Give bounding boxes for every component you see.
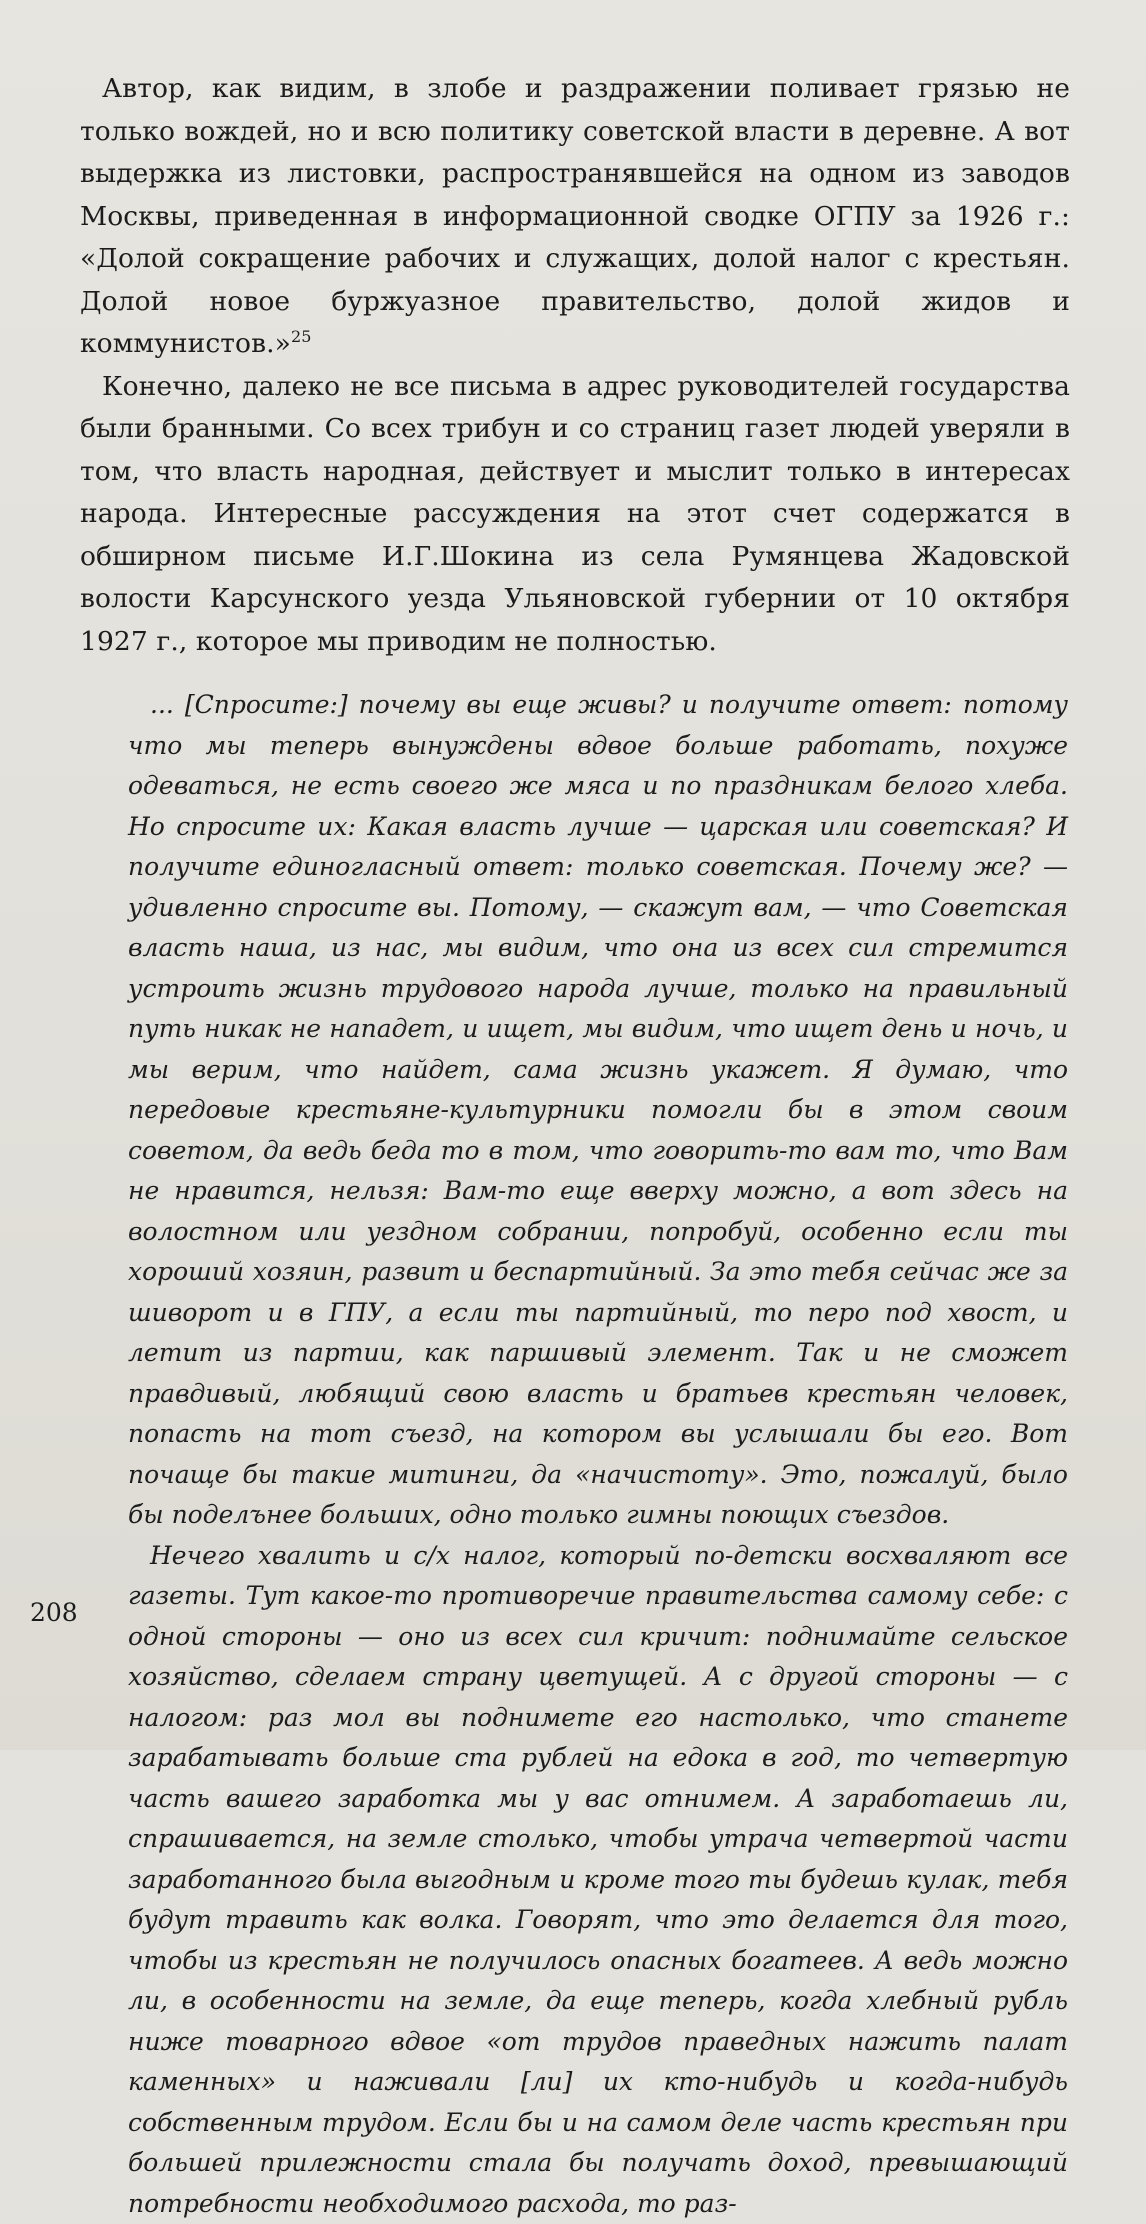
quoted-letter [128, 685, 1068, 2224]
paragraph: Конечно, далеко не все письма в адрес руководителей государства были бранными. Со всех трибун и со страниц газет людей уверяли в том, что власть народная, действует и мыслит только в интересах народа. Интересные рассуждения на этот счет содержатся в обширном письме И.Г.Шокина из села Румянцева Жадовской волости Карсунского уезда Ульяновской губернии от 10 октября 1927 г., которое мы приводим не полностью. [80, 366, 1070, 664]
paragraph [80, 68, 1070, 366]
main-text [80, 68, 1070, 2224]
quote-paragraph: Нечего хвалить и с/х налог, который по-детски восхваляют все газеты. Тут какое-то противоречие правительства самому себе: с одной стороны — оно из всех сил кричит: поднимайте сельское хозяйство, сделаем страну цветущей. А с другой стороны — с налогом: раз мол вы поднимете его настолько, что станете зарабатывать больше ста рублей на едока в год, то четвертую часть вашего заработка мы у вас отнимем. А заработаешь ли, спрашивается, на земле столько, чтобы утрача четвертой части заработанного была выгодным и кроме того ты будешь кулак, тебя будут травить как волка. Говорят, что это делается для того, чтобы из крестьян не получилось опасных богатеев. А ведь можно ли, в особенности на земле, да еще теперь, когда хлебный рубль ниже товарного вдвое «от трудов праведных нажить палат каменных» и наживали [ли] их кто-нибудь и когда-нибудь собственным трудом. Если бы и на самом деле часть крестьян при большей прилежности стала бы получать доход, превышающий потребности необходимого расхода, то раз- [128, 1536, 1068, 2224]
paragraph-text: Автор, как видим, в злобе и раздражении поливает грязью не только вождей, но и всю политику советской власти в деревне. А вот выдержка из листовки, распространявшейся на одном из заводов Москвы, приведенная в информационной сводке ОГПУ за 1926 г.: «Долой сокращение рабочих и служащих, долой налог с крестьян. Долой новое буржуазное правительство, долой жидов и коммунистов.» [80, 73, 1070, 359]
page-number: 208 [30, 1598, 78, 1627]
footnote-reference: 25 [291, 327, 312, 346]
quote-paragraph: ... [Спросите:] почему вы еще живы? и получите ответ: потому что мы теперь вынуждены вдвое больше работать, похуже одеваться, не есть своего же мяса и по праздникам белого хлеба. Но спросите их: Какая власть лучше — царская или советская? И получите единогласный ответ: только советская. Почему же? — удивленно спросите вы. Потому, — скажут вам, — что Советская власть наша, из нас, мы видим, что она из всех сил стремится устроить жизнь трудового народа лучше, только на правильный путь никак не нападет, и ищет, мы видим, что ищет день и ночь, и мы верим, что найдет, сама жизнь укажет. Я думаю, что передовые крестьяне-культурники помогли бы в этом своим советом, да ведь беда то в том, что говорить-то вам то, что Вам не нравится, нельзя: Вам-то еще вверху можно, а вот здесь на волостном или уездном собрании, попробуй, особенно если ты хороший хозяин, развит и беспартийный. За это тебя сейчас же за шиворот и в ГПУ, а если ты партийный, то перо под хвост, и летит из партии, как паршивый элемент. Так и не сможет правдивый, любящий свою власть и братьев крестьян человек, попасть на тот съезд, на котором вы услышали бы его. Вот почаще бы такие митинги, да «начистоту». Это, пожалуй, было бы поделънее больших, одно только гимны поющих съездов. [128, 685, 1068, 1536]
